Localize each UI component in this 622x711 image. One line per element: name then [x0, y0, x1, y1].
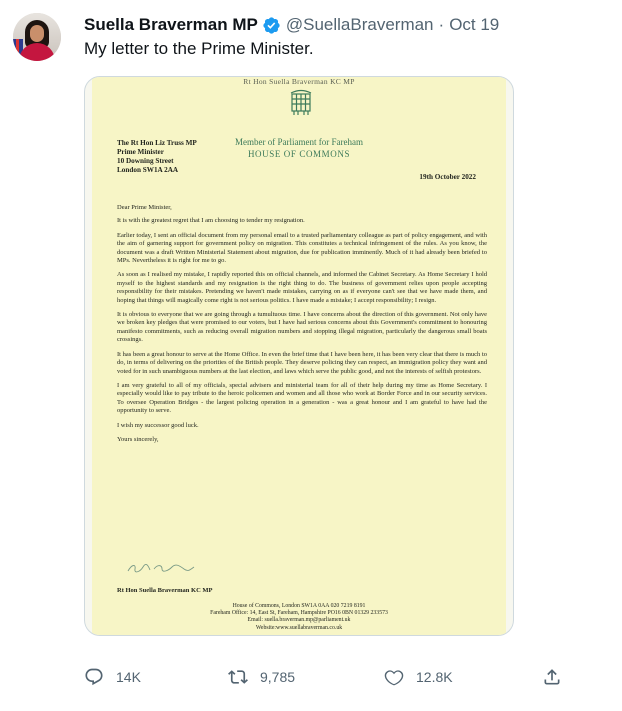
- signoff-name: Rt Hon Suella Braverman KC MP: [117, 587, 213, 594]
- mp-title: Member of Parliament for Fareham: [235, 137, 363, 147]
- portcullis-crest-icon: [287, 87, 315, 117]
- recipient-address: [117, 139, 197, 175]
- letter-body: [117, 204, 487, 450]
- recipient-line: Prime Minister: [117, 148, 164, 156]
- letter-top-line: Rt Hon Suella Braverman KC MP: [243, 77, 355, 86]
- letter-paragraph: As soon as I realised my mistake, I rapidly reported this on official channels, and informed the Cabinet Secretary. As Home Secretary I hold myself to the highest standards and my resignation is the right thing to do. The business of government relies upon people accepting responsibility for their mistakes. Pretending we haven't made mistakes, carrying on as if everyone can't see that we have made them, and hoping that things will magically come right is not serious politics. I have made a mistake; I accept responsibility; I resign.: [117, 271, 487, 304]
- letter-paragraph: I wish my successor good luck.: [117, 421, 199, 429]
- recipient-line: London SW1A 2AA: [117, 166, 179, 174]
- attached-image[interactable]: [84, 76, 514, 636]
- letter-paragraph: It is with the greatest regret that I am choosing to tender my resignation.: [117, 217, 305, 225]
- salutation: Dear Prime Minister,: [117, 204, 172, 211]
- letter-date: 19th October 2022: [419, 173, 476, 181]
- house-of-commons: HOUSE OF COMMONS: [247, 149, 351, 159]
- heart-icon: [384, 667, 404, 687]
- like-button[interactable]: [384, 665, 453, 689]
- letter-footer: [92, 603, 506, 632]
- retweet-count: 9,785: [260, 669, 296, 685]
- letter-paragraph: I am very grateful to all of my officials, special advisers and ministerial team for all of their help during my time as Home Secretary. I especially would like to pay tribute to the heroic policemen and women and all those who work at Border Force and in our security services. To oversee Operation Bridges - the largest policing operation in a generation - was a great honour and I am grateful to have had the opportunity to serve.: [117, 381, 487, 415]
- retweet-button[interactable]: [228, 665, 295, 689]
- author-name[interactable]: Suella Braverman MP: [84, 15, 258, 34]
- share-button[interactable]: [542, 665, 562, 689]
- tweet-text: My letter to the Prime Minister.: [84, 39, 314, 58]
- reply-button[interactable]: [84, 665, 141, 689]
- retweet-icon: [228, 667, 248, 687]
- signature: [126, 562, 196, 574]
- footer-line: Email: suella.braverman.mp@parliament.uk: [247, 617, 351, 624]
- recipient-line: 10 Downing Street: [117, 157, 174, 165]
- reply-count: 14K: [116, 669, 141, 685]
- reply-icon: [84, 667, 104, 687]
- letter-paragraph: Yours sincerely,: [117, 435, 159, 443]
- recipient-line: The Rt Hon Liz Truss MP: [117, 139, 197, 147]
- verified-badge-icon: [262, 16, 281, 35]
- letter-document: [92, 77, 506, 636]
- letter-paragraph: It has been a great honour to serve at the Home Office. In even the brief time that I have been here, it has been very clear that there is much to do, in terms of delivering on the priorities of the British people. They deserve policing they can respect, an immigration policy they want and voted for in such unambiguous numbers at the last election, and laws which serve the public good, and not the interests of selfish protestors.: [117, 350, 487, 375]
- footer-line: Fareham Office: 14, East St, Fareham, Hampshire PO16 0BN 01329 233573: [210, 610, 388, 617]
- letter-paragraph: Earlier today, I sent an official document from my personal email to a trusted parliamentary colleague as part of policy engagement, and with the aim of garnering support for government policy on migration. This constitutes a technical infringement of the rules. As you know, the document was a draft Written Ministerial Statement about migration, due for publication imminently. Much of it had already been briefed to MPs. Nevertheless it is right for me to go.: [117, 231, 487, 265]
- tweet-timestamp[interactable]: Oct 19: [449, 15, 500, 34]
- tweet-header: [84, 14, 499, 36]
- footer-line: Website:www.suellabraverman.co.uk: [255, 624, 343, 631]
- letter-paragraph: It is obvious to everyone that we are going through a tumultuous time. I have concerns about the direction of this government. Not only have we broken key pledges that were promised to our voters, but I have had serious concerns about this Government's commitment to honouring manifesto commitments, such as reducing overall migration numbers and stopping illegal migration, particularly the dangerous small boats crossings.: [117, 311, 487, 344]
- footer-line: House of Commons, London SW1A 0AA 020 7219 8191: [232, 603, 366, 609]
- avatar[interactable]: [13, 13, 61, 61]
- like-count: 12.8K: [416, 669, 453, 685]
- share-icon: [542, 667, 562, 687]
- tweet-actions: [84, 665, 564, 689]
- separator-dot: ·: [438, 15, 445, 34]
- author-handle[interactable]: @SuellaBraverman: [285, 15, 434, 34]
